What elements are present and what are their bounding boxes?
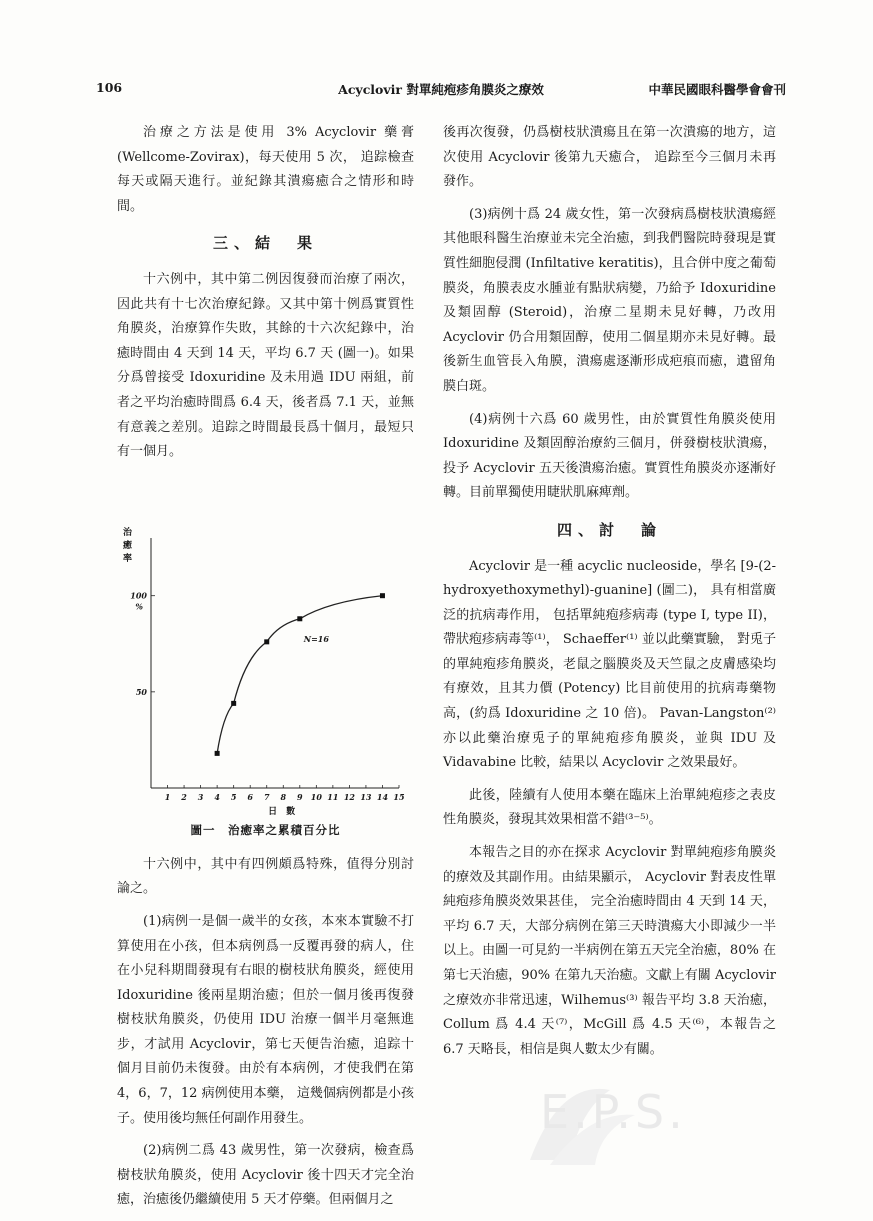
y-tick-label: 50 <box>135 686 147 697</box>
y-axis-label-char: 率 <box>123 553 133 564</box>
y-axis-label-char: 治 <box>123 527 133 538</box>
heading-discussion: 四、討 論 <box>556 520 662 539</box>
data-point <box>231 701 236 706</box>
page-header <box>96 80 786 100</box>
y-unit-label: % <box>135 601 143 612</box>
paragraph-special-cases: 十六例中，其中有四例頗爲特殊，值得分別討論之。 <box>117 856 414 897</box>
chart-annotation: N=16 <box>303 633 329 644</box>
paragraph-results: 十六例中，其中第二例因復發而治療了兩次，因此共有十七次治療紀錄。又其中第十例爲實質性角膜炎，治療算作失敗，其餘的十六次紀錄中，治癒時間由 4 天到 14 天，平均 6.7 天 (圖一)。如果分爲曾接受 Idoxuridine 及未用過 IDU 兩組，前者之平均治癒時間爲 6.4 天，後者爲 7.1 天，並無有意義之差別。追踪之時間最長爲十個月，最短只有一個月。 <box>117 271 414 460</box>
paragraph-discussion-1: Acyclovir 是一種 acyclic nucleoside，學名 [9-(2-hydroxyethoxymethyl)-guanine] (圖二)， 具有相當廣泛的抗病毒作用， 包括單純疱疹病毒 (type I, type II)， 帶狀疱疹病毒等⁽¹⁾， Schaeffer⁽¹⁾ 並以此藥實驗， 對兎子的單純疱疹角膜炎，老鼠之腦膜炎及天竺鼠之皮膚感染均有療效，且其力價 (Potency) 比目前使用的抗病毒藥物高，(約爲 Idoxuridine 之 10 倍)。 Pavan-Langston⁽²⁾ 亦以此藥治療兎子的單純疱疹角膜炎，並與 IDU 及 Vidavabine 比較，結果以 Acyclovir 之效果最好。 <box>443 558 776 771</box>
paragraph-case-1: (1)病例一是個一歲半的女孩，本來本實驗不打算使用在小孩，但本病例爲一反覆再發的病人，住在小兒科期間發現有右眼的樹枝狀角膜炎，經使用 Idoxuridine 後兩星期治癒；但於一個月後再復發樹枝狀角膜炎，仍使用 IDU 治療一個半月毫無進步，才試用 Acyclovir，第七天便告治癒，追踪十個月目前仍未復發。由於有本病例，才使我們在第 4，6，7，12 病例使用本藥， 這幾個病例都是小孩子。使用後均無任何副作用發生。 <box>117 913 414 1126</box>
paragraph-method: 治療之方法是使用 3% Acyclovir 藥膏 (Wellcome-Zovirax)，每天使用 5 次， 追踪檢查每天或隔天進行。並紀錄其潰瘍癒合之情形和時間。 <box>117 125 414 214</box>
data-point <box>264 639 269 644</box>
paragraph-case-4: (4)病例十六爲 60 歲男性，由於實質性角膜炎使用 Idoxuridine 及類固醇治療約三個月，併發樹枝狀潰瘍，投予 Acyclovir 五天後潰瘍治癒。實質性角膜炎亦逐漸好轉。目前單獨使用睫狀肌麻痺劑。 <box>443 411 776 501</box>
x-tick-label: 6 <box>247 791 253 802</box>
figure-1 <box>117 473 414 843</box>
x-tick-label: 14 <box>376 791 389 802</box>
x-tick-label: 13 <box>360 791 372 802</box>
paragraph-case-2: (2)病例二爲 43 歲男性，第一次發病，檢查爲樹枝狀角膜炎，使用 Acyclovir 後十四天才完全治癒，治癒後仍繼續使用 5 天才停藥。但兩個月之 <box>117 1143 414 1208</box>
data-point <box>297 616 302 621</box>
x-tick-label: 8 <box>280 791 287 802</box>
paragraph-case-2-cont: 後再次復發，仍爲樹枝狀潰瘍且在第一次潰瘍的地方，這次使用 Acyclovir 後第九天癒合， 追踪至今三個月未再發作。 <box>443 125 776 190</box>
x-tick-label: 7 <box>263 791 270 802</box>
x-tick-label: 2 <box>181 791 187 802</box>
heading-results: 三、結 果 <box>212 234 318 253</box>
figure-caption: 圖一 治癒率之累積百分比 <box>190 823 341 838</box>
paragraph-discussion-3: 本報告之目的亦在探求 Acyclovir 對單純疱疹角膜炎的療效及其副作用。由結果顯示， Acyclovir 對表皮性單純疱疹角膜炎效果甚佳， 完全治癒時間由 4 天到 14 天，平均 6.7 天，大部分病例在第三天時潰瘍大小即減少一半以上。由圖一可見約一半病例在第五天完全治癒，80% 在第七天治癒，90% 在第九天治癒。文獻上有關 Acyclovir 之療效亦非常迅速，Wilhemus⁽³⁾ 報告平均 3.8 天治癒，Collum 爲 4.4 天⁽⁷⁾，McGill 爲 4.5 天⁽⁶⁾，本報告之 6.7 天略長，相信是與人數太少有關。 <box>443 845 776 1057</box>
data-point <box>380 593 385 598</box>
x-axis-label: 日 數 <box>268 806 296 817</box>
page-number: 106 <box>96 80 123 95</box>
y-axis-label-char: 癒 <box>123 540 133 551</box>
right-column <box>443 121 776 1070</box>
y-tick-label: 100 <box>130 590 147 601</box>
data-point <box>215 751 220 756</box>
x-tick-label: 4 <box>214 791 220 802</box>
left-column <box>117 121 414 1221</box>
journal-name: 中華民國眼科醫學會會刊 <box>648 82 786 97</box>
x-tick-label: 3 <box>197 791 204 802</box>
x-tick-label: 9 <box>297 791 303 802</box>
x-tick-label: 15 <box>393 791 405 802</box>
watermark: E.P.S. <box>540 1085 687 1139</box>
x-tick-label: 1 <box>164 791 171 802</box>
x-tick-label: 10 <box>310 791 322 802</box>
x-tick-label: 12 <box>343 791 355 802</box>
x-tick-label: 11 <box>327 791 339 802</box>
cumulative-cure-chart <box>117 473 414 818</box>
x-tick-label: 5 <box>230 791 237 802</box>
paragraph-discussion-2: 此後，陸續有人使用本藥在臨床上治單純疱疹之表皮性角膜炎，發現其效果相當不錯⁽³⁻⁵⁾。 <box>443 787 776 828</box>
paragraph-case-3: (3)病例十爲 24 歲女性，第一次發病爲樹枝狀潰瘍經其他眼科醫生治療並未完全治癒，到我們醫院時發現是實質性細胞侵潤 (Infiltative keratitis)，且合併中度之葡萄膜炎，角膜表皮水腫並有點狀病變，乃給予 Idoxuridine 及類固醇 (Steroid)，治療二星期未見好轉，乃改用 Acyclovir 仍合用類固醇，使用二個星期亦未見好轉。最後新生血管長入角膜，潰瘍處逐漸形成疤痕而癒，遺留角膜白斑。 <box>443 206 776 394</box>
running-title: Acyclovir 對單純疱疹角膜炎之療效 <box>338 82 544 97</box>
